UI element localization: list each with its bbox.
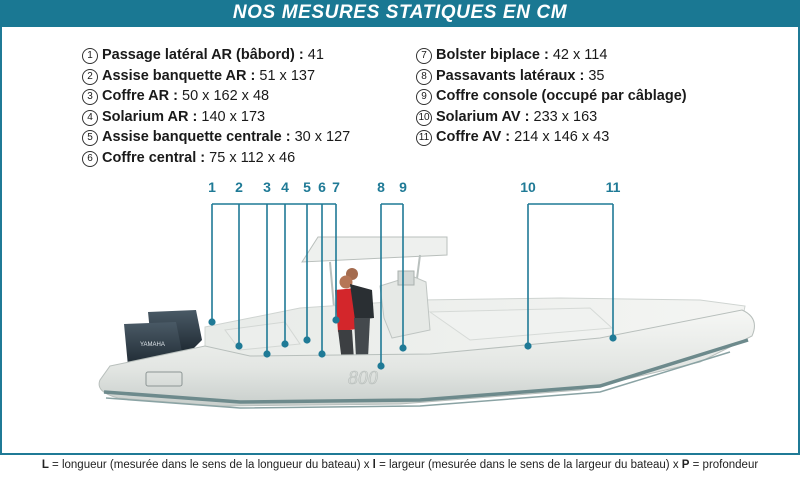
legend-label: Solarium AR : — [102, 108, 198, 125]
legend-label: Coffre central : — [102, 149, 206, 166]
legend-label: Passavants latéraux : — [436, 67, 585, 84]
legend-label: Solarium AV : — [436, 108, 530, 125]
circled-number: 11 — [416, 130, 432, 146]
callout-number-9: 9 — [399, 179, 407, 195]
legend-value: 30 x 127 — [294, 129, 351, 145]
footer-note — [0, 459, 800, 471]
callout-dot-10 — [524, 342, 531, 349]
callout-number-8: 8 — [377, 179, 385, 195]
callout-number-2: 2 — [235, 179, 243, 195]
callout-number-4: 4 — [281, 179, 289, 195]
footer-L: L — [41, 459, 49, 471]
circled-number: 3 — [82, 89, 98, 105]
circled-number: 5 — [82, 130, 98, 146]
legend-label: Coffre console (occupé par câblage) — [436, 88, 687, 104]
hull-model-text: 800 — [348, 367, 378, 389]
callout-dot-4 — [281, 340, 288, 347]
legend-value: 233 x 163 — [533, 108, 598, 125]
footer-l: l — [372, 459, 376, 471]
callout-number-7: 7 — [332, 179, 340, 195]
footer-P: P — [681, 459, 690, 471]
callout-dot-9 — [399, 344, 406, 351]
callout-dot-2 — [235, 342, 242, 349]
legend-label: Passage latéral AR (bâbord) : — [102, 47, 304, 63]
circled-number: 7 — [416, 48, 432, 64]
circled-number: 10 — [416, 110, 432, 126]
legend-value: 214 x 146 x 43 — [514, 129, 610, 145]
circled-number: 8 — [416, 69, 432, 85]
legend-value: 51 x 137 — [259, 67, 316, 84]
console — [380, 271, 430, 338]
callout-number-3: 3 — [263, 179, 271, 195]
callout-dot-5 — [303, 336, 310, 343]
circled-number: 9 — [416, 89, 432, 105]
legend-label: Assise banquette centrale : — [102, 129, 291, 145]
callout-dot-11 — [609, 334, 616, 341]
circled-number: 1 — [82, 48, 98, 64]
circled-number: 2 — [82, 69, 98, 85]
footer-l-text: = largeur (mesurée dans le sens de la largeur du bateau) x — [375, 459, 682, 471]
legend-value: 35 — [588, 67, 605, 84]
legend-value: 42 x 114 — [552, 47, 608, 63]
page-title: NOS MESURES STATIQUES EN CM — [232, 2, 568, 23]
legend-label: Coffre AR : — [102, 88, 178, 104]
circled-number: 4 — [82, 110, 98, 126]
footer-L-text: = longueur (mesurée dans le sens de la longueur du bateau) x — [48, 459, 373, 471]
callout-dot-6 — [318, 350, 325, 357]
legend-value: 50 x 162 x 48 — [182, 88, 270, 104]
legend-label: Bolster biplace : — [436, 47, 549, 63]
callout-number-1: 1 — [208, 179, 216, 195]
legend-label: Assise banquette AR : — [102, 67, 256, 84]
motor-brand: YAMAHA — [140, 342, 165, 348]
callout-number-10: 10 — [520, 179, 536, 195]
callout-dot-1 — [208, 318, 215, 325]
callout-number-11: 11 — [605, 179, 621, 195]
legend-value: 75 x 112 x 46 — [209, 149, 296, 166]
callout-number-5: 5 — [303, 179, 311, 195]
callout-dot-7 — [332, 316, 339, 323]
legend-value: 41 — [307, 47, 324, 63]
callout-dot-8 — [377, 362, 384, 369]
callout-dot-3 — [263, 350, 270, 357]
callout-number-6: 6 — [318, 179, 326, 195]
footer-P-text: = profondeur — [689, 459, 759, 471]
legend-label: Coffre AV : — [436, 129, 511, 145]
legend-value: 140 x 173 — [201, 108, 266, 125]
circled-number: 6 — [82, 151, 98, 167]
